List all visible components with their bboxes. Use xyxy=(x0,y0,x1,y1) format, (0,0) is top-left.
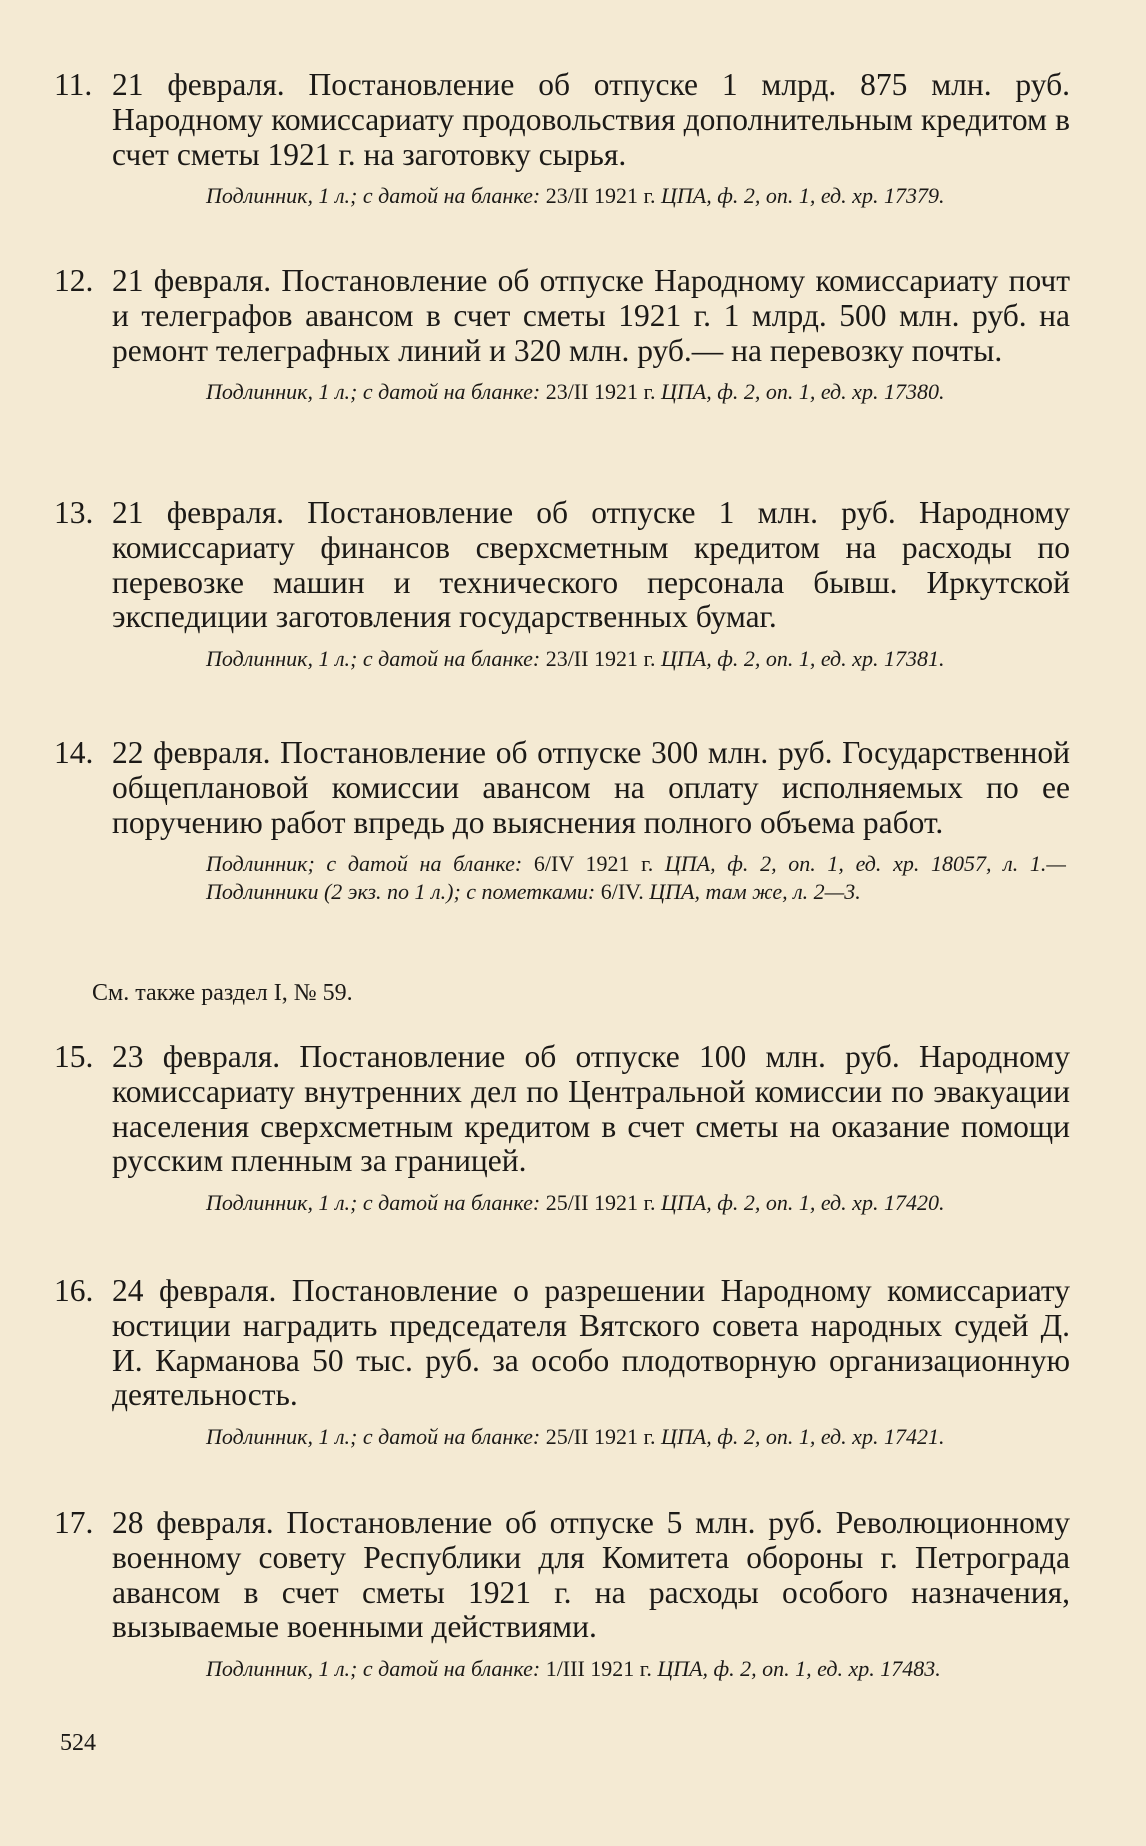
source-archive: ЦПА, ф. 2, оп. 1, ед. хр. 17421. xyxy=(661,1424,945,1450)
entry-14 xyxy=(0,736,1146,906)
source-description: Подлинник; с датой на бланке: xyxy=(206,851,523,877)
entry-source xyxy=(206,1655,1066,1683)
entry-source xyxy=(206,378,1066,406)
entry-text: 21 февраля. Постановление об отпуске 1 млн. руб. Народному комиссариату финансов сверхсметным кредитом на расходы по перевозке машин и технического персонала бывш. Иркутской экспедиции заготовления государственных бумаг. xyxy=(112,495,1070,635)
entry-text-block xyxy=(54,735,1070,840)
entry-15 xyxy=(0,1040,1146,1217)
cross-reference: См. также раздел I, № 59. xyxy=(92,980,353,1006)
entry-source xyxy=(206,1189,1066,1217)
entry-source xyxy=(206,645,1066,673)
entry-text: 24 февраля. Постановление о разрешении Народному комиссариату юстиции наградить председателя Вятского совета народных судей Д. И. Карманова 50 тыс. руб. за особо плодотворную организационную деятельность. xyxy=(112,1273,1070,1413)
source-description: Подлинник, 1 л.; с датой на бланке: xyxy=(206,646,541,672)
source-date: 23/II 1921 г. xyxy=(545,646,656,672)
source-archive: ЦПА, ф. 2, оп. 1, ед. хр. 17381. xyxy=(661,646,945,672)
source-date: 23/II 1921 г. xyxy=(545,183,656,209)
entry-text-block xyxy=(54,263,1070,368)
source-date: 25/II 1921 г. xyxy=(545,1190,656,1216)
entry-11 xyxy=(0,68,1146,210)
entry-number: 17. xyxy=(54,1505,94,1540)
entry-number: 11. xyxy=(54,67,93,102)
page-number: 524 xyxy=(60,1730,96,1756)
entry-text: 22 февраля. Постановление об отпуске 300 млн. руб. Государственной общеплановой комиссии авансом на оплату исполняемых по ее поручению работ впредь до выяснения полного объема работ. xyxy=(112,735,1070,840)
entry-number: 15. xyxy=(54,1039,94,1074)
source-date: 1/III 1921 г. xyxy=(545,1656,652,1682)
source-description: Подлинник, 1 л.; с датой на бланке: xyxy=(206,1424,541,1450)
entry-number: 13. xyxy=(54,495,94,530)
source-date: 23/II 1921 г. xyxy=(545,379,656,405)
source-archive: ЦПА, ф. 2, оп. 1, ед. хр. 17420. xyxy=(661,1190,945,1216)
entry-text: 21 февраля. Постановление об отпуске Народному комиссариату почт и телеграфов авансом в счет сметы 1921 г. 1 млрд. 500 млн. руб. на ремонт телеграфных линий и 320 млн. руб.— на перевозку почты. xyxy=(112,263,1070,368)
entry-text: 28 февраля. Постановление об отпуске 5 млн. руб. Революционному военному совету Республики для Комитета обороны г. Петрограда авансом в счет сметы 1921 г. на расходы особого назначения, вызываемые военными действиями. xyxy=(112,1505,1070,1645)
entry-text: 23 февраля. Постановление об отпуске 100 млн. руб. Народному комиссариату внутренних дел по Центральной комиссии по эвакуации населения сверхсметным кредитом в счет сметы на оказание помощи русским пленным за границей. xyxy=(112,1039,1070,1179)
entry-text-block xyxy=(54,67,1070,172)
source-date: 25/II 1921 г. xyxy=(545,1424,656,1450)
entry-source xyxy=(206,1423,1066,1451)
entry-text-block xyxy=(54,1505,1070,1645)
source-date: 6/IV 1921 г. xyxy=(533,851,654,877)
source-archive: ЦПА, ф. 2, оп. 1, ед. хр. 17380. xyxy=(661,379,945,405)
entry-text-block xyxy=(54,1273,1070,1413)
entry-12 xyxy=(0,264,1146,406)
source-description: Подлинник, 1 л.; с датой на бланке: xyxy=(206,379,541,405)
source-archive: ЦПА, ф. 2, оп. 1, ед. хр. 17483. xyxy=(657,1656,941,1682)
entry-17 xyxy=(0,1506,1146,1683)
source-date-mark: 6/IV. xyxy=(600,879,644,905)
source-description: Подлинник, 1 л.; с датой на бланке: xyxy=(206,183,541,209)
source-archive-copies: ЦПА, там же, л. 2—3. xyxy=(649,879,861,905)
entry-13 xyxy=(0,496,1146,673)
entry-number: 14. xyxy=(54,735,94,770)
entry-number: 12. xyxy=(54,263,94,298)
source-archive: ЦПА, ф. 2, оп. 1, ед. хр. 17379. xyxy=(661,183,945,209)
source-archive: ЦПА, ф. 2, оп. 1, ед. хр. 18057, л. 1.— Подлинники (2 экз. по 1 л.); с пометками: xyxy=(206,851,1066,905)
entry-source xyxy=(206,182,1066,210)
source-description: Подлинник, 1 л.; с датой на бланке: xyxy=(206,1190,541,1216)
entry-text-block xyxy=(54,495,1070,635)
entry-text: 21 февраля. Постановление об отпуске 1 млрд. 875 млн. руб. Народному комиссариату продовольствия дополнительным кредитом в счет сметы 1921 г. на заготовку сырья. xyxy=(112,67,1070,172)
entry-16 xyxy=(0,1274,1146,1451)
entry-source xyxy=(206,850,1066,906)
source-description: Подлинник, 1 л.; с датой на бланке: xyxy=(206,1656,541,1682)
entry-text-block xyxy=(54,1039,1070,1179)
entry-number: 16. xyxy=(54,1273,94,1308)
